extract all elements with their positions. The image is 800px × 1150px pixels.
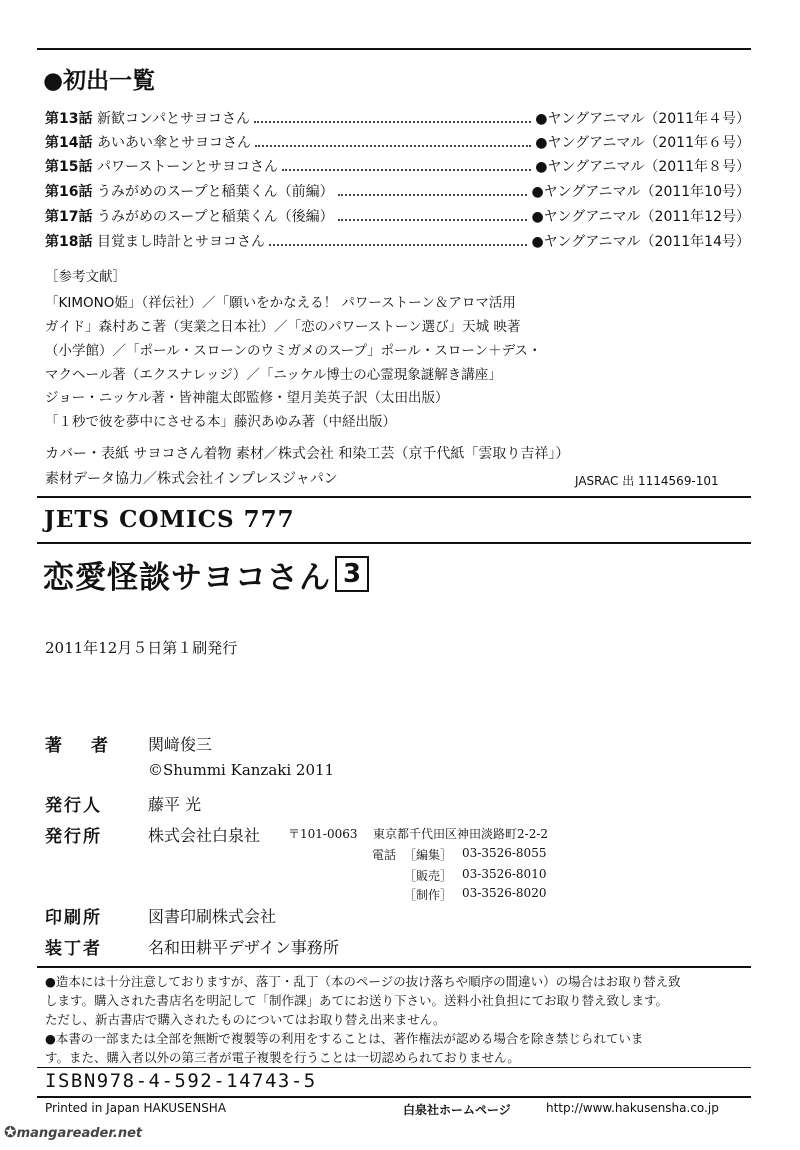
jasrac-number: JASRAC 出 1114569-101 — [575, 474, 719, 488]
leader-dots — [254, 113, 531, 123]
homepage-url: http://www.hakusensha.co.jp — [546, 1101, 719, 1115]
volume-badge: 3 — [335, 556, 369, 592]
phone-dept-edit: ［編集］ — [404, 848, 453, 862]
episode-publication: ●ヤングアニマル（2011年４号） — [535, 111, 750, 127]
homepage-label: 白泉社ホームページ — [403, 1103, 511, 1117]
toc-row — [45, 155, 750, 177]
phone-dept-production: ［制作］ — [404, 888, 453, 902]
episode-number: 第14話 — [45, 135, 93, 151]
phone-number-production: 03-3526-8020 — [462, 886, 547, 900]
address: 東京都千代田区神田淡路町2-2-2 — [373, 827, 549, 841]
leader-dots — [282, 161, 531, 171]
book-title: 恋愛怪談サヨコさん — [43, 559, 331, 596]
watermark — [4, 1123, 142, 1141]
publisher-name: 株式会社白泉社 — [148, 826, 261, 845]
book-title-block — [43, 552, 369, 596]
isbn-rule-top — [37, 1067, 751, 1068]
episode-title: パワーストーンとサヨコさん — [97, 159, 279, 175]
episode-title: あいあい傘とサヨコさん — [97, 135, 251, 151]
isbn-rule-bottom — [37, 1096, 751, 1098]
toc-row — [45, 107, 750, 129]
episode-number: 第15話 — [45, 159, 93, 175]
reference-line: マクヘール著（エクスナレッジ）／「ニッケル博士の心霊現象謎解き講座」 — [45, 367, 502, 383]
toc-heading: ●初出一覧 — [43, 68, 156, 94]
publisher-person-label: 発行人 — [45, 796, 102, 816]
publisher-person: 藤平 光 — [148, 795, 202, 814]
phone-number-sales: 03-3526-8010 — [462, 867, 547, 881]
episode-title: 新歓コンパとサヨコさん — [97, 111, 251, 127]
reference-line: 「KIMONO姫」（祥伝社）／「願いをかなえる！ パワーストーン＆アロマ活用 — [45, 295, 516, 311]
postal-code: 〒101-0063 — [288, 827, 358, 841]
reference-line: ガイド」森村あこ著（実業之日本社）／「恋のパワーストーン選び」天城 映著 — [45, 319, 521, 335]
series-rule — [37, 542, 751, 544]
note-line: します。購入された書店名を明記して「制作課」あてにお送り下さい。送料小社負担にてお取り替え致します。 — [45, 993, 669, 1008]
printed-in-japan: Printed in Japan HAKUSENSHA — [45, 1101, 227, 1115]
notes-rule — [37, 966, 751, 968]
note-line: ただし、新古書店で購入されたものについてはお取り替え出来ません。 — [45, 1012, 446, 1027]
watermark-text: mangareader.net — [16, 1126, 143, 1141]
printer-name: 図書印刷株式会社 — [148, 907, 277, 926]
printer-label: 印刷所 — [45, 908, 102, 928]
copyright: ©Shummi Kanzaki 2011 — [148, 761, 335, 779]
toc-row — [45, 180, 750, 202]
publisher-label: 発行所 — [45, 827, 102, 847]
note-line: ●造本には十分注意しておりますが、落丁・乱丁（本のページの抜け落ちや順序の間違い）の場合はお取り替え致 — [45, 974, 681, 989]
data-credit: 素材データ協力／株式会社インプレスジャパン — [45, 471, 338, 487]
toc-row — [45, 131, 750, 153]
episode-title: うみがめのスープと稲葉くん（前編） — [97, 184, 334, 200]
episode-publication: ●ヤングアニマル（2011年10号） — [531, 184, 750, 200]
author-name: 関﨑俊三 — [148, 735, 213, 754]
note-line: ●本書の一部または全部を無断で複製等の利用をすることは、著作権法が認める場合を除き禁じられていま — [45, 1031, 644, 1046]
toc-row — [45, 230, 750, 252]
references-heading: ［参考文献］ — [45, 269, 126, 285]
reference-line: 「１秒で彼を夢中にさせる本」藤沢あゆみ著（中経出版） — [45, 414, 396, 430]
leader-dots — [338, 186, 528, 196]
episode-publication: ●ヤングアニマル（2011年12号） — [531, 209, 750, 225]
reference-line: ジョー・ニッケル著・皆神龍太郎監修・望月美英子訳（太田出版） — [45, 390, 449, 406]
author-label: 著 者 — [45, 736, 114, 756]
credits-rule — [37, 496, 751, 498]
design-label: 装丁者 — [45, 939, 102, 959]
leader-dots — [255, 137, 531, 147]
issue-date: 2011年12月５日第１刷発行 — [45, 639, 238, 657]
episode-publication: ●ヤングアニマル（2011年６号） — [535, 135, 750, 151]
episode-title: うみがめのスープと稲葉くん（後編） — [97, 209, 334, 225]
episode-number: 第17話 — [45, 209, 93, 225]
episode-publication: ●ヤングアニマル（2011年８号） — [535, 159, 750, 175]
watermark-icon: ✪ — [4, 1123, 17, 1141]
phone-dept-sales: ［販売］ — [404, 869, 453, 883]
top-rule — [37, 48, 751, 50]
phone-number-edit: 03-3526-8055 — [462, 846, 547, 860]
series-name: JETS COMICS 777 — [44, 506, 295, 533]
leader-dots — [269, 236, 527, 246]
cover-credit: カバー・表紙 サヨコさん着物 素材／株式会社 和染工芸（京千代紙「雲取り吉祥」） — [45, 446, 570, 462]
episode-number: 第18話 — [45, 234, 93, 250]
toc-row — [45, 205, 750, 227]
isbn: ISBN978-4-592-14743-5 — [45, 1070, 317, 1092]
design-name: 名和田耕平デザイン事務所 — [148, 938, 339, 957]
episode-title: 目覚まし時計とサヨコさん — [97, 234, 265, 250]
leader-dots — [338, 211, 528, 221]
episode-number: 第13話 — [45, 111, 93, 127]
reference-line: （小学館）／「ポール・スローンのウミガメのスープ」ポール・スローン＋デス・ — [45, 343, 542, 359]
episode-publication: ●ヤングアニマル（2011年14号） — [531, 234, 750, 250]
episode-number: 第16話 — [45, 184, 93, 200]
phone-label: 電話 — [372, 848, 397, 862]
note-line: す。また、購入者以外の第三者が電子複製を行うことは一切認められておりません。 — [45, 1050, 520, 1065]
